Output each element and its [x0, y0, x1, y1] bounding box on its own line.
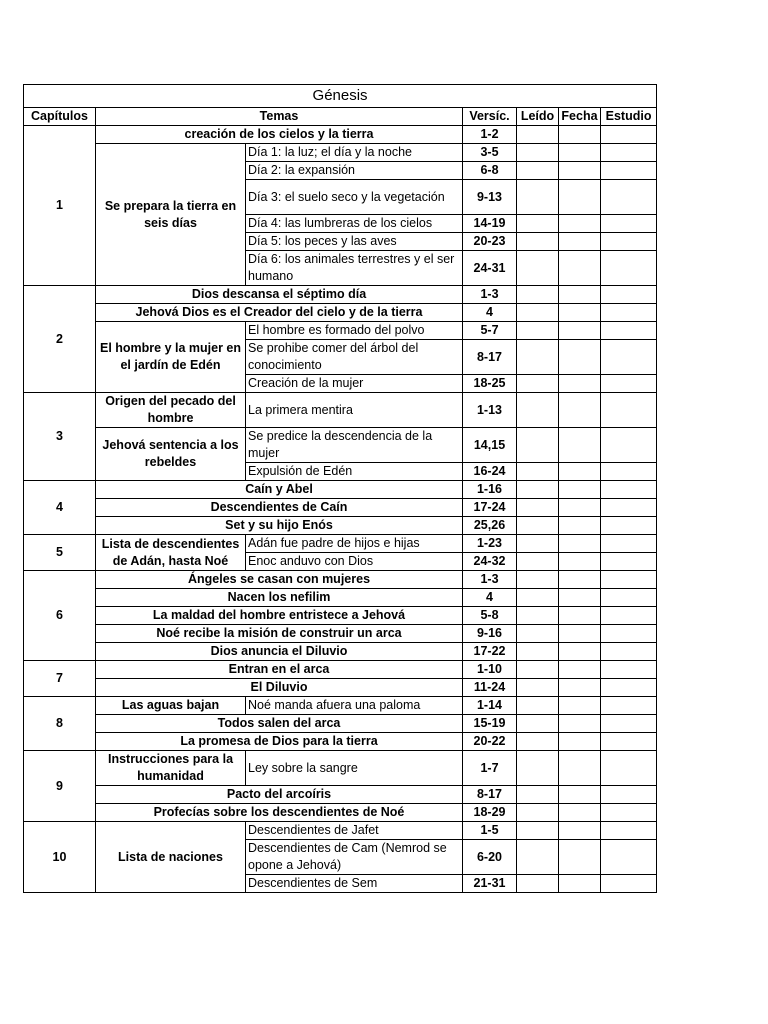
- verses-cell: 20-22: [463, 733, 517, 751]
- estudio-cell[interactable]: [601, 481, 657, 499]
- table-row: [24, 393, 657, 428]
- chapter-cell: 9: [24, 751, 96, 822]
- subtopic-cell: Enoc anduvo con Dios: [246, 553, 463, 571]
- estudio-cell[interactable]: [601, 375, 657, 393]
- verses-cell: 8-17: [463, 786, 517, 804]
- fecha-cell[interactable]: [559, 180, 601, 215]
- topic-cell: Profecías sobre los descendientes de Noé: [96, 804, 463, 822]
- estudio-cell[interactable]: [601, 340, 657, 375]
- subtopic-cell: Ley sobre la sangre: [246, 751, 463, 786]
- table-row: [24, 804, 657, 822]
- table-row: [24, 499, 657, 517]
- fecha-cell[interactable]: [559, 286, 601, 304]
- chapter-cell: 7: [24, 661, 96, 697]
- fecha-cell[interactable]: [559, 697, 601, 715]
- leido-cell[interactable]: [517, 625, 559, 643]
- table-row: [24, 607, 657, 625]
- topic-cell: Jehová Dios es el Creador del cielo y de la tierra: [96, 304, 463, 322]
- leido-cell[interactable]: [517, 535, 559, 553]
- fecha-cell[interactable]: [559, 322, 601, 340]
- verses-cell: 5-8: [463, 607, 517, 625]
- subtopic-cell: Descendientes de Cam (Nemrod se opone a Jehová): [246, 840, 463, 875]
- table-row: [24, 679, 657, 697]
- table-row: [24, 322, 657, 340]
- topic-cell: Instrucciones para la humanidad: [96, 751, 246, 786]
- topic-cell: Entran en el arca: [96, 661, 463, 679]
- estudio-cell[interactable]: [601, 428, 657, 463]
- verses-cell: 1-10: [463, 661, 517, 679]
- leido-cell[interactable]: [517, 144, 559, 162]
- verses-cell: 4: [463, 304, 517, 322]
- fecha-cell[interactable]: [559, 215, 601, 233]
- topic-cell: Dios descansa el séptimo día: [96, 286, 463, 304]
- header-capitulos: Capítulos: [24, 108, 96, 126]
- verses-cell: 1-2: [463, 126, 517, 144]
- estudio-cell[interactable]: [601, 553, 657, 571]
- topic-cell: Set y su hijo Enós: [96, 517, 463, 535]
- fecha-cell[interactable]: [559, 393, 601, 428]
- leido-cell[interactable]: [517, 697, 559, 715]
- fecha-cell[interactable]: [559, 840, 601, 875]
- fecha-cell[interactable]: [559, 428, 601, 463]
- estudio-cell[interactable]: [601, 697, 657, 715]
- chapter-cell: 8: [24, 697, 96, 751]
- table-row: [24, 286, 657, 304]
- leido-cell[interactable]: [517, 215, 559, 233]
- header-row: [24, 108, 657, 126]
- topic-cell: Nacen los nefilim: [96, 589, 463, 607]
- header-temas: Temas: [96, 108, 463, 126]
- verses-cell: 25,26: [463, 517, 517, 535]
- verses-cell: 4: [463, 589, 517, 607]
- fecha-cell[interactable]: [559, 733, 601, 751]
- subtopic-cell: El hombre es formado del polvo: [246, 322, 463, 340]
- verses-cell: 24-32: [463, 553, 517, 571]
- verses-cell: 5-7: [463, 322, 517, 340]
- estudio-cell[interactable]: [601, 840, 657, 875]
- estudio-cell[interactable]: [601, 126, 657, 144]
- subtopic-cell: Día 4: las lumbreras de los cielos: [246, 215, 463, 233]
- leido-cell[interactable]: [517, 875, 559, 893]
- fecha-cell[interactable]: [559, 822, 601, 840]
- verses-cell: 14,15: [463, 428, 517, 463]
- subtopic-cell: Descendientes de Jafet: [246, 822, 463, 840]
- fecha-cell[interactable]: [559, 804, 601, 822]
- verses-cell: 1-3: [463, 286, 517, 304]
- leido-cell[interactable]: [517, 375, 559, 393]
- topic-cell: La promesa de Dios para la tierra: [96, 733, 463, 751]
- subtopic-cell: Día 3: el suelo seco y la vegetación: [246, 180, 463, 215]
- genesis-reading-table: [23, 84, 657, 893]
- verses-cell: 1-5: [463, 822, 517, 840]
- estudio-cell[interactable]: [601, 215, 657, 233]
- estudio-cell[interactable]: [601, 499, 657, 517]
- chapter-cell: 1: [24, 126, 96, 286]
- topic-cell: Noé recibe la misión de construir un arca: [96, 625, 463, 643]
- estudio-cell[interactable]: [601, 393, 657, 428]
- subtopic-cell: Adán fue padre de hijos e hijas: [246, 535, 463, 553]
- leido-cell[interactable]: [517, 340, 559, 375]
- fecha-cell[interactable]: [559, 535, 601, 553]
- estudio-cell[interactable]: [601, 535, 657, 553]
- leido-cell[interactable]: [517, 589, 559, 607]
- verses-cell: 1-23: [463, 535, 517, 553]
- table-row: [24, 126, 657, 144]
- verses-cell: 3-5: [463, 144, 517, 162]
- table-row: [24, 733, 657, 751]
- fecha-cell[interactable]: [559, 144, 601, 162]
- table-row: [24, 535, 657, 553]
- topic-cell: El hombre y la mujer en el jardín de Edén: [96, 322, 246, 393]
- verses-cell: 20-23: [463, 233, 517, 251]
- verses-cell: 1-13: [463, 393, 517, 428]
- leido-cell[interactable]: [517, 233, 559, 251]
- fecha-cell[interactable]: [559, 251, 601, 286]
- topic-cell: Jehová sentencia a los rebeldes: [96, 428, 246, 481]
- estudio-cell[interactable]: [601, 607, 657, 625]
- table-row: [24, 481, 657, 499]
- leido-cell[interactable]: [517, 126, 559, 144]
- leido-cell[interactable]: [517, 499, 559, 517]
- fecha-cell[interactable]: [559, 162, 601, 180]
- verses-cell: 17-22: [463, 643, 517, 661]
- subtopic-cell: Se prohibe comer del árbol del conocimiento: [246, 340, 463, 375]
- estudio-cell[interactable]: [601, 643, 657, 661]
- estudio-cell[interactable]: [601, 144, 657, 162]
- leido-cell[interactable]: [517, 643, 559, 661]
- estudio-cell[interactable]: [601, 751, 657, 786]
- verses-cell: 9-13: [463, 180, 517, 215]
- verses-cell: 16-24: [463, 463, 517, 481]
- leido-cell[interactable]: [517, 180, 559, 215]
- subtopic-cell: Expulsión de Edén: [246, 463, 463, 481]
- leido-cell[interactable]: [517, 822, 559, 840]
- estudio-cell[interactable]: [601, 786, 657, 804]
- leido-cell[interactable]: [517, 840, 559, 875]
- topic-cell: Lista de naciones: [96, 822, 246, 893]
- chapter-cell: 10: [24, 822, 96, 893]
- leido-cell[interactable]: [517, 162, 559, 180]
- estudio-cell[interactable]: [601, 517, 657, 535]
- table-row: [24, 571, 657, 589]
- subtopic-cell: Creación de la mujer: [246, 375, 463, 393]
- fecha-cell[interactable]: [559, 751, 601, 786]
- verses-cell: 6-8: [463, 162, 517, 180]
- leido-cell[interactable]: [517, 322, 559, 340]
- chapter-cell: 2: [24, 286, 96, 393]
- table-row: [24, 643, 657, 661]
- table-row: [24, 822, 657, 840]
- leido-cell[interactable]: [517, 661, 559, 679]
- fecha-cell[interactable]: [559, 715, 601, 733]
- table-row: [24, 517, 657, 535]
- leido-cell[interactable]: [517, 553, 559, 571]
- topic-cell: Caín y Abel: [96, 481, 463, 499]
- fecha-cell[interactable]: [559, 679, 601, 697]
- fecha-cell[interactable]: [559, 643, 601, 661]
- estudio-cell[interactable]: [601, 661, 657, 679]
- verses-cell: 8-17: [463, 340, 517, 375]
- fecha-cell[interactable]: [559, 126, 601, 144]
- topic-cell: El Diluvio: [96, 679, 463, 697]
- header-leido: Leído: [517, 108, 559, 126]
- leido-cell[interactable]: [517, 751, 559, 786]
- table-row: [24, 751, 657, 786]
- fecha-cell[interactable]: [559, 661, 601, 679]
- leido-cell[interactable]: [517, 304, 559, 322]
- table-row: [24, 625, 657, 643]
- table-row: [24, 697, 657, 715]
- chapter-cell: 3: [24, 393, 96, 481]
- subtopic-cell: Día 1: la luz; el día y la noche: [246, 144, 463, 162]
- subtopic-cell: Noé manda afuera una paloma: [246, 697, 463, 715]
- verses-cell: 21-31: [463, 875, 517, 893]
- topic-cell: Lista de descendientes de Adán, hasta Noé: [96, 535, 246, 571]
- table-row: [24, 144, 657, 162]
- verses-cell: 11-24: [463, 679, 517, 697]
- estudio-cell[interactable]: [601, 463, 657, 481]
- page-title: Génesis: [24, 85, 657, 108]
- estudio-cell[interactable]: [601, 733, 657, 751]
- verses-cell: 18-25: [463, 375, 517, 393]
- estudio-cell[interactable]: [601, 304, 657, 322]
- table-row: [24, 304, 657, 322]
- leido-cell[interactable]: [517, 251, 559, 286]
- leido-cell[interactable]: [517, 428, 559, 463]
- leido-cell[interactable]: [517, 786, 559, 804]
- table-row: [24, 428, 657, 463]
- fecha-cell[interactable]: [559, 340, 601, 375]
- topic-cell: Ángeles se casan con mujeres: [96, 571, 463, 589]
- fecha-cell[interactable]: [559, 607, 601, 625]
- subtopic-cell: Descendientes de Sem: [246, 875, 463, 893]
- fecha-cell[interactable]: [559, 589, 601, 607]
- fecha-cell[interactable]: [559, 375, 601, 393]
- leido-cell[interactable]: [517, 733, 559, 751]
- leido-cell[interactable]: [517, 679, 559, 697]
- fecha-cell[interactable]: [559, 625, 601, 643]
- verses-cell: 24-31: [463, 251, 517, 286]
- topic-cell: Todos salen del arca: [96, 715, 463, 733]
- estudio-cell[interactable]: [601, 571, 657, 589]
- estudio-cell[interactable]: [601, 162, 657, 180]
- estudio-cell[interactable]: [601, 679, 657, 697]
- fecha-cell[interactable]: [559, 481, 601, 499]
- fecha-cell[interactable]: [559, 499, 601, 517]
- topic-cell: Origen del pecado del hombre: [96, 393, 246, 428]
- leido-cell[interactable]: [517, 463, 559, 481]
- topic-cell: Se prepara la tierra en seis días: [96, 144, 246, 286]
- topic-cell: Pacto del arcoíris: [96, 786, 463, 804]
- verses-cell: 17-24: [463, 499, 517, 517]
- estudio-cell[interactable]: [601, 625, 657, 643]
- leido-cell[interactable]: [517, 715, 559, 733]
- subtopic-cell: Día 2: la expansión: [246, 162, 463, 180]
- verses-cell: 1-14: [463, 697, 517, 715]
- table-row: [24, 786, 657, 804]
- estudio-cell[interactable]: [601, 322, 657, 340]
- topic-cell: La maldad del hombre entristece a Jehová: [96, 607, 463, 625]
- verses-cell: 1-7: [463, 751, 517, 786]
- estudio-cell[interactable]: [601, 589, 657, 607]
- estudio-cell[interactable]: [601, 804, 657, 822]
- topic-cell: Descendientes de Caín: [96, 499, 463, 517]
- leido-cell[interactable]: [517, 393, 559, 428]
- topic-cell: Las aguas bajan: [96, 697, 246, 715]
- leido-cell[interactable]: [517, 607, 559, 625]
- subtopic-cell: Día 6: los animales terrestres y el ser humano: [246, 251, 463, 286]
- fecha-cell[interactable]: [559, 571, 601, 589]
- estudio-cell[interactable]: [601, 180, 657, 215]
- verses-cell: 18-29: [463, 804, 517, 822]
- verses-cell: 1-16: [463, 481, 517, 499]
- estudio-cell[interactable]: [601, 715, 657, 733]
- leido-cell[interactable]: [517, 804, 559, 822]
- fecha-cell[interactable]: [559, 553, 601, 571]
- leido-cell[interactable]: [517, 286, 559, 304]
- fecha-cell[interactable]: [559, 233, 601, 251]
- fecha-cell[interactable]: [559, 304, 601, 322]
- table-row: [24, 589, 657, 607]
- chapter-cell: 5: [24, 535, 96, 571]
- fecha-cell[interactable]: [559, 875, 601, 893]
- header-fecha: Fecha: [559, 108, 601, 126]
- verses-cell: 14-19: [463, 215, 517, 233]
- estudio-cell[interactable]: [601, 875, 657, 893]
- topic-cell: creación de los cielos y la tierra: [96, 126, 463, 144]
- subtopic-cell: La primera mentira: [246, 393, 463, 428]
- header-versic: Versíc.: [463, 108, 517, 126]
- leido-cell[interactable]: [517, 517, 559, 535]
- estudio-cell[interactable]: [601, 251, 657, 286]
- fecha-cell[interactable]: [559, 463, 601, 481]
- estudio-cell[interactable]: [601, 822, 657, 840]
- title-row: [24, 85, 657, 108]
- verses-cell: 6-20: [463, 840, 517, 875]
- verses-cell: 1-3: [463, 571, 517, 589]
- subtopic-cell: Se predice la descendencia de la mujer: [246, 428, 463, 463]
- table-row: [24, 715, 657, 733]
- chapter-cell: 6: [24, 571, 96, 661]
- header-estudio: Estudio: [601, 108, 657, 126]
- subtopic-cell: Día 5: los peces y las aves: [246, 233, 463, 251]
- leido-cell[interactable]: [517, 571, 559, 589]
- leido-cell[interactable]: [517, 481, 559, 499]
- fecha-cell[interactable]: [559, 786, 601, 804]
- fecha-cell[interactable]: [559, 517, 601, 535]
- estudio-cell[interactable]: [601, 286, 657, 304]
- verses-cell: 15-19: [463, 715, 517, 733]
- estudio-cell[interactable]: [601, 233, 657, 251]
- topic-cell: Dios anuncia el Diluvio: [96, 643, 463, 661]
- verses-cell: 9-16: [463, 625, 517, 643]
- table-row: [24, 661, 657, 679]
- chapter-cell: 4: [24, 481, 96, 535]
